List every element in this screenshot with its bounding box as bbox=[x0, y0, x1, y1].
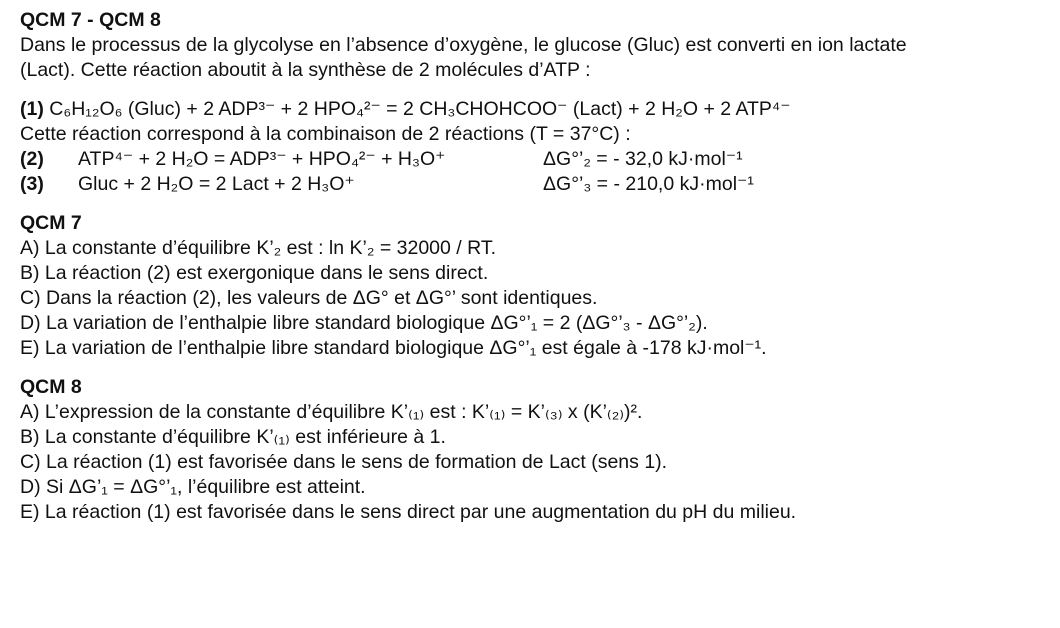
reaction-2-delta-g: ΔG°’₂ = - 32,0 kJ·mol⁻¹ bbox=[543, 148, 743, 170]
qcm7-title: QCM 7 bbox=[20, 212, 82, 234]
qcm8-option-a: A) L’expression de la constante d’équilibre K’₍₁₎ est : K’₍₁₎ = K’₍₃₎ x (K’₍₂₎)². bbox=[20, 401, 643, 423]
qcm8-option-b: B) La constante d’équilibre K’₍₁₎ est inférieure à 1. bbox=[20, 426, 446, 448]
qcm8-option-c: C) La réaction (1) est favorisée dans le sens de formation de Lact (sens 1). bbox=[20, 451, 668, 473]
reaction-1-number: (1) bbox=[20, 98, 44, 120]
combination-text: Cette réaction correspond à la combinaison de 2 réactions (T = 37°C) : bbox=[20, 123, 631, 145]
reaction-3 bbox=[20, 172, 1060, 197]
reaction-1 bbox=[20, 97, 1060, 122]
qcm7-option-e: E) La variation de l’enthalpie libre standard biologique ΔG°’₁ est égale à -178 kJ·mol⁻¹. bbox=[20, 337, 767, 359]
qcm7-option-a: A) La constante d’équilibre K’₂ est : ln K’₂ = 32000 / RT. bbox=[20, 237, 497, 259]
reaction-3-number: (3) bbox=[20, 173, 44, 195]
reaction-2-equation: ATP⁴⁻ + 2 H₂O = ADP³⁻ + HPO₄²⁻ + H₃O⁺ bbox=[78, 148, 446, 170]
qcm7-option-d: D) La variation de l’enthalpie libre standard biologique ΔG°’₁ = 2 (ΔG°’₃ - ΔG°’₂). bbox=[20, 312, 708, 334]
document-title: QCM 7 - QCM 8 bbox=[20, 9, 161, 31]
qcm7-option-c: C) Dans la réaction (2), les valeurs de ΔG° et ΔG°’ sont identiques. bbox=[20, 287, 598, 309]
reaction-1-equation: C₆H₁₂O₆ (Gluc) + 2 ADP³⁻ + 2 HPO₄²⁻ = 2 CH₃CHOHCOO⁻ (Lact) + 2 H₂O + 2 ATP⁴⁻ bbox=[49, 98, 791, 120]
reaction-2 bbox=[20, 147, 1060, 172]
qcm8-option-d: D) Si ΔG’₁ = ΔG°’₁, l’équilibre est atteint. bbox=[20, 476, 366, 498]
qcm8-title: QCM 8 bbox=[20, 376, 82, 398]
intro-line-2: (Lact). Cette réaction aboutit à la synthèse de 2 molécules d’ATP : bbox=[20, 59, 591, 81]
reaction-2-number: (2) bbox=[20, 148, 44, 170]
intro-line-1: Dans le processus de la glycolyse en l’absence d’oxygène, le glucose (Gluc) est converti en ion lactate bbox=[20, 34, 907, 56]
reaction-3-equation: Gluc + 2 H₂O = 2 Lact + 2 H₃O⁺ bbox=[78, 173, 355, 195]
qcm8-option-e: E) La réaction (1) est favorisée dans le sens direct par une augmentation du pH du milieu. bbox=[20, 501, 797, 523]
reaction-3-delta-g: ΔG°’₃ = - 210,0 kJ·mol⁻¹ bbox=[543, 173, 754, 195]
qcm7-option-b: B) La réaction (2) est exergonique dans le sens direct. bbox=[20, 262, 489, 284]
